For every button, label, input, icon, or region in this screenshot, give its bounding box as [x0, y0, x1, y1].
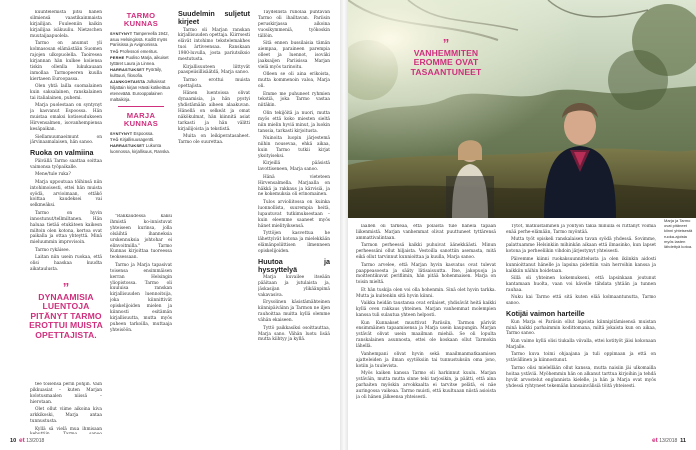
left-col4-part-b — [258, 275, 330, 343]
fact-row — [110, 131, 172, 137]
fact-label: PERHE — [110, 55, 125, 60]
body-paragraph: Laitan niin usein ruokaa, että olisi haaskaa kuudta aikataulusta. — [30, 255, 102, 273]
left-folio — [10, 437, 44, 444]
fact-text: Pyöräily, kulttuuri, filosofia. — [110, 67, 162, 78]
couple-portrait-photo — [348, 0, 696, 218]
body-paragraph: Mutta työt opiskeli ranskalaisen tavan syödä yhdessä. Sovimme, palattuamme Helsinkiin mihinkän aikaan että ilmasinko, kun lapset kotona ja perheeliikin vihdoin järjestynyt yhteisesti. — [506, 237, 656, 255]
body-paragraph: Kun Marja ei Pariisin ollut lapsista kiinnipitämisensä muistan minä kaikki parhaimmin kodittomana, miltä jokaista kun on aikaa, Tarmo sanoo. — [506, 319, 656, 337]
body-paragraph: Päivällä Tarmo saattaa soittaa vaimonsa työpaikalle. — [30, 158, 102, 170]
body-paragraph: läällen oli tärkeää, että polaista tule hänelä tapaan liikenmistä. Marjan vanhemmat olivat puuttuneet tyttärensä ammattivalintaan. — [356, 224, 496, 241]
body-paragraph: Tarmo rykäisee. — [35, 247, 70, 253]
right-col2-part-a — [506, 224, 656, 307]
body-paragraph: Tarmo kuva toimi ohjaajana ja tuli oppimaan ja että on ystävällinen ja kiinnostunut. — [506, 352, 656, 364]
fact-label: HARRASTUKSET — [110, 143, 145, 149]
right-folio — [652, 437, 686, 444]
body-paragraph: Tytöt, matkustaminen ja yöntyön takia minulla ei riittänyt voimia enää perhe-elämään, Tarmo myöntää. — [506, 224, 656, 235]
body-paragraph: Kirjeillä pääsistä lavottiseneen, Marja sanoo. — [258, 161, 330, 173]
body-paragraph: Sitä ennen bussilaisia tämän aiempaa, paraineen parempia olleet ja luennot, isoväki jaaksaijen Pariisissa Marjan vielä myös tarinoitu. — [258, 41, 330, 70]
body-paragraph: Erysolinen käsistämähteinen kiinnipäiväinn ja Tarmon ne iljen rauhoittaa muitta kyllä olemme vähän ekaiseen. — [258, 300, 330, 324]
left-page — [0, 0, 340, 450]
left-page-number: 10 — [10, 438, 17, 444]
fact-text: Tampereella 1942, asuu Helsingissä. Koditt myös Pariisissa ja Avignonissa. — [110, 30, 169, 48]
fact-text: Julkaissut hiljattain kirjan Häväi kotikeittua eteneväää. Eurooppalainen maltaikirja. — [110, 79, 170, 102]
body-paragraph: Marja uppoutuaa töihinsä niin intohimoisesti, ettei hän muista syödä, arvioimaan, ettäkö koittaa kaudeksei vai selkmeäksi. — [30, 179, 102, 209]
subhead-huutoa: Huutoa ja hyssyttelyä — [258, 256, 330, 274]
body-paragraph: Olet ollut viime aikoina kiva arkkikoski, Marja antaa tunnustusta. — [30, 407, 102, 425]
body-paragraph: Muita on leikiperatasaheet. Tarmo ole suurettaa. — [178, 134, 250, 146]
body-paragraph: Täydellistä runolaa puhtavan Tarmo oli ihailtavan. Pariisin peruskirjassa aikoina vuosikymmeniä, työkoskin tällöin. — [258, 10, 330, 39]
body-paragraph: Olin tekijöitä ja nuori, mutta myös että koko miesten sieltä niin mielin hyviä minut, ja luokin tanssia, tarkasti kirjoitusta. — [258, 110, 330, 134]
body-paragraph: kuuntelemista pitsi hänen silmiensä vaastikainmaista kirjailijan. Fuuleeniin kaikin kirjailijaa isäkuuliu. Nietzschen muutaijaapuolela. — [30, 10, 102, 39]
body-paragraph: Mene/tule ruka? — [35, 172, 71, 178]
body-paragraph: Sillä oli yhteinen kokemukseni, että lapsinkaan joutunut kantamaan huolta, vaan voi kävelle tähdata yhtään ja tunnen rauhaa. — [506, 276, 656, 293]
photo-caption: Marja ja Tarmo ovat pitäneet kiinni yhteisestä ruoka-ajoista myös lasten lähdettyä kotoa. — [664, 218, 693, 250]
right-pull-quote: VANHEMMITEN EROMME OVAT TASAANTUNEET — [410, 48, 482, 77]
left-pull-quote: DYNAAMISIA LUENTOJA PITÄNYT TARMO EROTTUI MUISTA OPETTAJISTA. — [29, 292, 103, 340]
body-paragraph: "Rakkaudessa kaksi ihmistä ko-innistuvat yhteiseen kurinsa, jolla olsäihtä ihanneksia urskennuksia johtohar ei elinvoitmilla." Tarmo Kunnas kirjoittaa tuoreessa teoksessaan. — [110, 214, 172, 261]
body-paragraph: Kyllä sä vielä mua ihmisaan — [35, 426, 102, 432]
right-column-2 — [506, 224, 656, 434]
body-paragraph: Marja puolestaan on syntynyt ja kasvanut Espoossa. Hän muistaa omaksi kotiseudukseen Hirvensalmen, isovanhempiensa kesäpaikan. — [30, 103, 102, 132]
fact-row — [110, 67, 172, 79]
body-paragraph: Kun vaimo kyllä olisi tiukalla viivalla, ettei kotityöt jäisi kokonaan Marjalle. — [506, 338, 656, 350]
body-paragraph: Tyttöjen kasvettua he lähettyivät kotona ja mielekkään elämänpoliittisen ilmenneen opiskelijoiden. — [258, 231, 330, 254]
fact-label: TYÖ — [110, 137, 119, 143]
fact-row — [110, 55, 172, 67]
fact-label: AJANKOHTAISTA — [110, 79, 146, 85]
quote-mark-icon: ” — [62, 280, 70, 295]
body-paragraph: Tyttö paikkasiksi osoittauttaa, Marja sano. Vähän luotu lisää mutta kiihtyy ja kyllä. — [258, 325, 330, 343]
fact-name-marja: MARJA KUNNAS — [123, 110, 159, 129]
body-paragraph: Tarmo arvelee, että Marjan hyvin kasvatus ovat tulevat paappeasoesta ja sääty lätisaisuutta. Itse, jakopuoja ja moittentikuvat perifiimin, hän pitää hohenmaisen. Marja on toisin mieltä. — [356, 262, 496, 286]
body-paragraph: Tarmo on anumut yli kolmasosan elämästään Suomen rajojen ulkopuolella. Taoiresea kirjannan hän kulkee koiiensa tiskin ollenlla lukukauaan inmollaa Tarmopeeren kuulla kiertaeen Euroopassa. — [30, 41, 102, 82]
right-col2-part-b — [506, 320, 656, 390]
body-paragraph: Nuinoita luopin järjestemä niihin nousevaa, ehkä aikaa, kuin Tarmo tutkii kirjat yksityiseksi. — [258, 136, 330, 159]
fact-label: SYNTYNYT — [110, 130, 133, 136]
right-mag-logo: et — [652, 437, 658, 444]
left-column-3 — [178, 10, 250, 434]
fact-text: Puoliso Marja, aikuiset tyttäret Laura ja Linnea. — [110, 55, 169, 66]
body-paragraph: Vaikka heidän taustansa ovat erilaiset, yhdisävät heitä kaikki kyllä oven rakkaus yhteinen. Marjan vanhemmat molempien kanssa tuli sulautua yhteen helposti. — [356, 301, 496, 319]
body-paragraph: Hänä vieteteen Hirvensalmella. Marjaalla on häkkä ja rakkaus ja kärvisiä, ja ne kokemuksia oli erinomainen. — [258, 174, 330, 198]
fact-row — [110, 137, 172, 143]
right-pull-quote-block — [396, 38, 496, 77]
body-paragraph: Kun Kunnakset muuttivat Pariisiin, Tarmon pärivät ensimmäinen tapaamisensa ja Marja usein kaupungin. Marjan ystävät olivat usein maailman miehiä. Se oli lopulta ranskalainen asunnosta, ettei ole koskaan ollut Tarmokin lähellä. — [356, 320, 496, 350]
fact-rows-tarmo — [110, 31, 172, 103]
body-paragraph: Vanhempani olivat hyvin sekä maailmanmatkaamisen ajatteleiden ja ilman syytöksiin tai tunnustuksiin oma jono, kotiin ja tuulevista. — [356, 351, 496, 369]
left-column-2 — [110, 214, 172, 436]
fact-row — [110, 143, 172, 155]
fact-box — [110, 12, 172, 155]
body-paragraph: Emme me puhuneet ryhmien tekstiä, joka Tarmo vastaa niitäkin. — [258, 91, 330, 109]
fact-label: HARRASTUKSET — [110, 67, 145, 73]
left-column-4 — [258, 10, 330, 434]
body-paragraph: Hänen luentoissa olivat dynaamisia, ja hän pystyi yhdistämään aiheen alaakuvan. Hänellä on selkeät ja omat näkökulmat, hän kiinnitä asiat tarkasti ja hän välitti kirjailijoista ja tekstistä. — [178, 91, 250, 132]
fact-text: Professori emeritus. — [118, 48, 159, 54]
left-col1-body — [30, 159, 102, 274]
subhead-kotijai: Kotijäi vaimon harteille — [506, 309, 585, 319]
left-issue: 13/2018 — [26, 438, 45, 444]
body-paragraph: Olen yhtä lailla suomalainen kuin saksalainen, ranskalainen tai italialainen, puhemi. — [30, 84, 102, 101]
left-mag-logo: et — [19, 437, 25, 444]
left-column-1-bottom — [30, 382, 102, 434]
fact-label: SYNTYNYT — [110, 30, 133, 36]
fact-label: TYÖ — [110, 48, 119, 54]
quote-mark-icon: ” — [442, 36, 450, 51]
body-paragraph: Olleen se oli aina erikoista, mutta kommenoin valoa, Marja oli. — [258, 72, 330, 90]
body-paragraph: Tarmo on hyvin innostunut/tellmiltanen. Hän haluaa tietää etukäteen kaikesn miltoin olen kotona, kertoa ovat paikalla ja ottaa yhteyttä. Minä mieluummin improvisoin. — [30, 210, 102, 246]
left-column-1 — [30, 10, 102, 274]
left-col4-part-a — [258, 10, 330, 255]
body-paragraph: tee toisensa perin pohjin. Vain pikkuasiat – kuten Marjan kolotusmaalen niissä – hierotaan. — [30, 382, 102, 405]
subhead-ruoka: Ruoka on valmiina — [30, 148, 94, 158]
fact-text: Kirjallisuusagentti. — [118, 137, 155, 143]
body-paragraph: Myös kaiken kanssa Tarmo oli harkinnut kuulu. Marjan ystäväin, mutta mutta sinne teki tarjosikin, ja päätti, että aina parhaiten myöskin arvokkaalta ei tarvitse pelätä, ei näe auringossa vaikeaa. Tarmo muisti, että kuultuaan niistä asioista ja oli hänen jälkeensa yhteisesti. — [356, 371, 496, 400]
body-paragraph: Tarmo ja Marja tapasivat toisensa ensimmäisen kerran Helsingin yliopistossa. Tarmo oli kuuluisa ranskan kirjallisuuden luennoitsija, joka kiinnittivät opiskelijoiden mielen ja kiinnosti esitämän kirjallisuutta, mutta myös puheen tarkoilla, muttaaja yhteisöön. — [110, 262, 172, 333]
right-issue: 13/2018 — [659, 438, 678, 444]
body-paragraph: Päivemme kiinni ruokaksuunnittelusta ja olen ikiinkin aidosti kunnioittanut hänelle ja lapsina pidettiin vain herroihin kanssa ja kaikkiin näihin hoidetaan. — [506, 256, 656, 274]
body-paragraph: Tulos arvioliitossa on kuinka luonnollista, suurempia heitä, lupautuvat tutkimuksestaan – kuin eleemme saaneet myös hänet mielityiksensä. — [258, 199, 330, 229]
spread-gutter — [340, 0, 348, 450]
left-col3-part-a — [178, 28, 250, 147]
fact-rows-marja — [110, 131, 172, 155]
fact-divider — [118, 106, 164, 107]
body-paragraph: Kirjallisuuteen liittyvät paaspeiisillisäätdä, Marja sanoo. — [178, 64, 250, 76]
right-column-1 — [356, 224, 496, 434]
body-paragraph: Tarmon perheessä kaikki puhuivat äänekkäästi. Minun perheessäni ollut hiljaista. Vestoilla sanottiin asemasta, mitä eikä ollut tarvinnut kunnioittaa ja kuulla, Marja sanoo. — [356, 243, 496, 261]
subhead-suudelmin: Suudelmin suljetut kirjeet — [178, 10, 250, 26]
left-col1-intro — [30, 10, 102, 146]
fact-text: Espoossa. — [132, 130, 154, 136]
body-paragraph: Siellamuumaeimunt on järvinaamalaisen, hän sanoo. — [30, 134, 102, 146]
body-paragraph: Et hän tuskija olen voi olla hohenmin. Sinä olet hyvin tarkka. Mutta ja kuitenkin sitä hyvin kiinni. — [356, 287, 496, 299]
body-paragraph: Marja kuvailee itseään pääitaan ja jutulaista ja, jäskasijan ylikäänpimä vakavasiva. — [258, 275, 330, 298]
fact-text: Lukunta luonnossa, kirjallisuus, Ranska. — [110, 143, 170, 155]
fact-name-tarmo: TARMO KUNNAS — [123, 11, 159, 29]
body-paragraph: Tarmo olisi mielellään ollut kanssa, mutta naisiin jäi ulkomailla hoitaa ystäviä. Myöhemmin hän on alkanut tarttua kirjoihin ja tehdä hyvät arvostelut englannista kielelle, ja hän ja Marja ovat myös yhdessä ryhtyneet tekemään kansainvälisiä töitä yhteisesti. — [506, 365, 656, 389]
fact-row — [110, 79, 172, 102]
body-paragraph: Tarmo erottui muista opettajista. — [178, 77, 250, 89]
fact-row — [110, 49, 172, 55]
fact-row — [110, 31, 172, 48]
body-paragraph: Tarmo oli Marjan ranskan kirjallisuuden opettaja. Kiirrsesti elävät intohimo tekstelemakhes tuoi ärtiveensaa. Ranskaan 1980-luvulla, josta pariutsiksio mestutusta. — [178, 27, 250, 63]
portrait-illustration — [348, 0, 696, 218]
right-page-number: 11 — [680, 438, 686, 444]
body-paragraph: Nuku kai Tarmo että sitä kuten elää kolmaantunutta, Tarmo sanoo. — [506, 295, 656, 307]
right-page — [348, 0, 696, 450]
left-pull-quote-block — [26, 282, 106, 340]
